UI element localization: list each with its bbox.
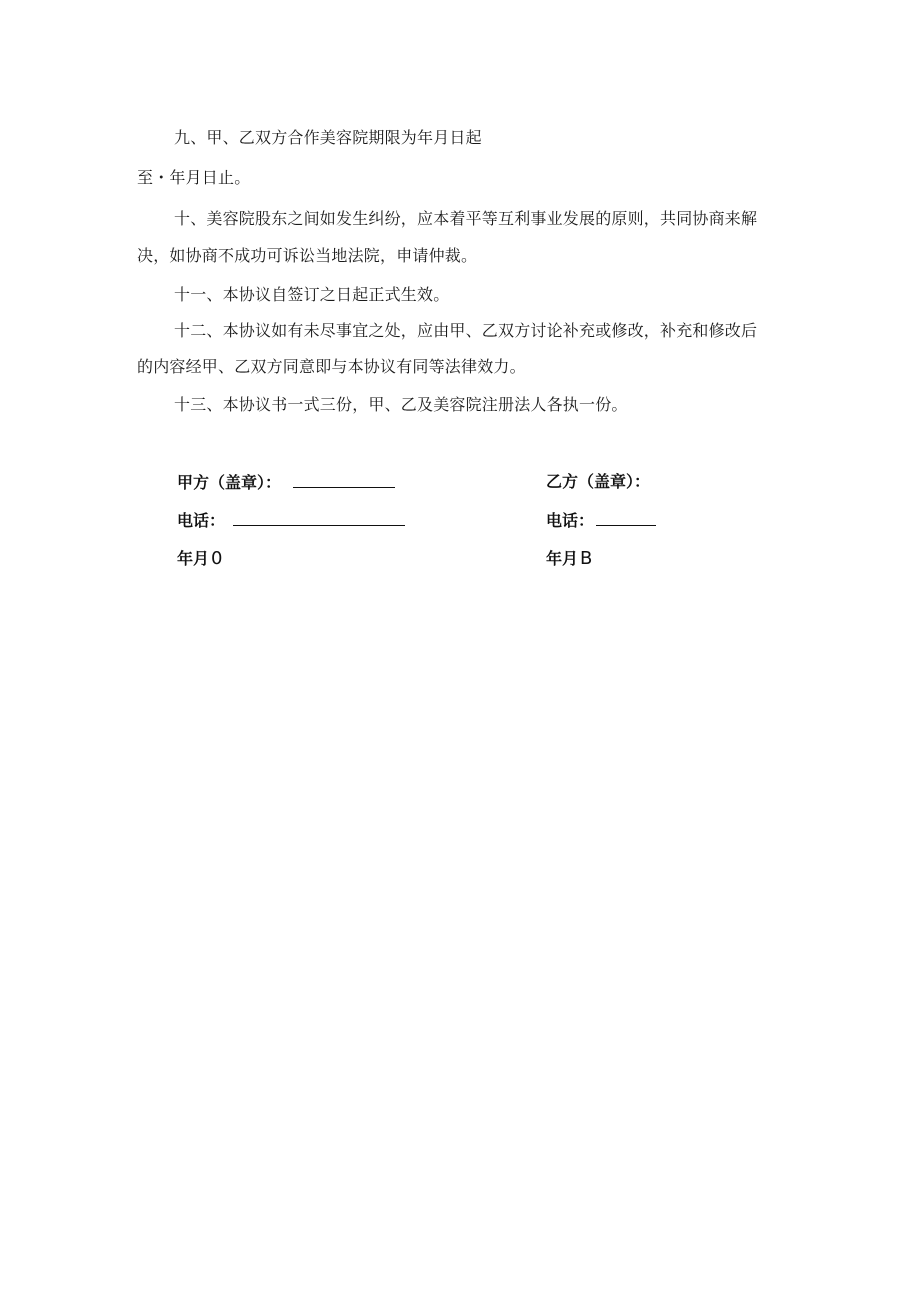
clause-10-line-2: 决，如协商不成功可诉讼当地法院，申请仲裁。 bbox=[137, 246, 478, 265]
party-a-seal-blank[interactable] bbox=[293, 472, 395, 488]
clause-12-line-2: 的内容经甲、乙双方同意即与本协议有同等法律效力。 bbox=[137, 357, 526, 376]
party-a-phone-row bbox=[177, 510, 405, 531]
party-b-phone-blank[interactable] bbox=[596, 510, 656, 526]
clause-9-line-1: 九、甲、乙双方合作美容院期限为年月日起 bbox=[174, 128, 482, 147]
clause-13: 十三、本协议书一式三份，甲、乙及美容院注册法人各执一份。 bbox=[174, 395, 628, 414]
party-b-phone-row bbox=[546, 510, 656, 531]
clause-10-line-1: 十、美容院股东之间如发生纠纷，应本着平等互利事业发展的原则，共同协商来解 bbox=[174, 209, 758, 228]
party-b-seal-label: 乙方（盖章）： bbox=[546, 472, 651, 491]
clause-9-line-2: 至・年月日止。 bbox=[137, 168, 251, 187]
party-a-date-label: 年月 bbox=[177, 549, 210, 568]
party-b-seal-row bbox=[546, 472, 650, 492]
party-a-phone-label: 电话： bbox=[177, 511, 226, 530]
party-a-seal-label: 甲方（盖章）： bbox=[177, 473, 282, 492]
party-b-date-label: 年月 bbox=[546, 549, 579, 568]
party-a-date-value: 0 bbox=[211, 548, 223, 569]
party-b-phone-label: 电话： bbox=[546, 511, 595, 530]
clause-11: 十一、本协议自签订之日起正式生效。 bbox=[174, 285, 450, 304]
party-a-seal-row bbox=[177, 472, 395, 493]
party-b-date-value: B bbox=[580, 548, 593, 569]
party-b-date-row bbox=[546, 549, 592, 569]
clause-12-line-1: 十二、本协议如有未尽事宜之处，应由甲、乙双方讨论补充或修改，补充和修改后 bbox=[174, 321, 758, 340]
party-a-date-row bbox=[177, 549, 222, 569]
party-a-phone-blank[interactable] bbox=[233, 510, 405, 526]
